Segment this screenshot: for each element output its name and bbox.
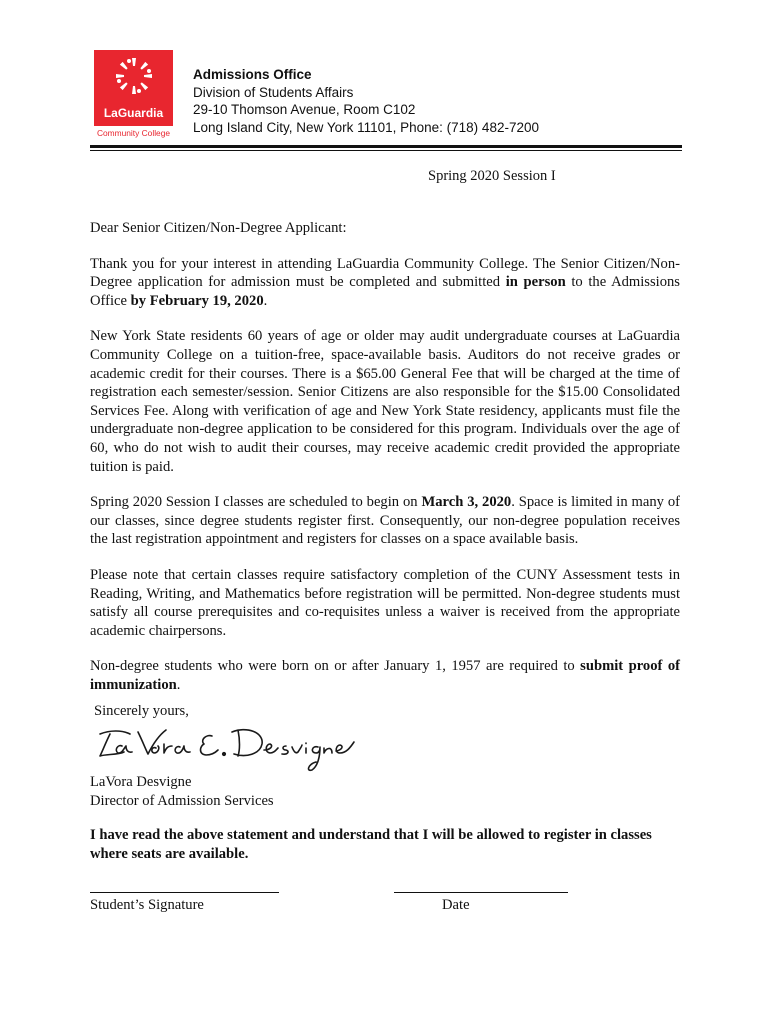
salutation: Dear Senior Citizen/Non-Degree Applicant: <box>90 220 347 236</box>
paragraph-assessment: Please note that certain classes require satisfactory completion of the CUNY Assessment tests in Reading, Writing, and Mathematics before registration will be permitted. Non-degree students must satisfy all course prerequisites and co-requisites unless a waiver is received from the appropriate academic chairpersons. <box>90 566 680 639</box>
signer-name: LaVora Desvigne <box>90 774 192 790</box>
p3-text-a: Spring 2020 Session I classes are scheduled to begin on <box>90 494 422 511</box>
p5-immunization: submit proof of immunization <box>90 658 680 693</box>
header-rule-thick <box>90 145 682 148</box>
division-name: Division of Students Affairs <box>193 84 354 100</box>
p1-text-a: Thank you for your interest in attending LaGuardia Community College. The Senior Citizen/Non-Degree application for admission must be completed and submitted <box>90 255 680 291</box>
acknowledgement-statement: I have read the above statement and understand that I will be allowed to register in classes where seats are available. <box>90 827 652 862</box>
address-block <box>193 66 539 136</box>
p1-emphasis-in-person: in person <box>505 274 566 291</box>
signer-title: Director of Admission Services <box>90 793 274 809</box>
college-logo <box>94 50 173 138</box>
signer-block <box>90 773 274 811</box>
p1-text-e: . <box>263 292 268 309</box>
handwritten-signature <box>96 722 356 779</box>
letter-body <box>90 219 680 711</box>
student-signature-line[interactable] <box>90 892 279 893</box>
session-label: Spring 2020 Session I <box>428 168 556 184</box>
logo-name: LaGuardia <box>103 106 164 120</box>
student-signature-label: Student’s Signature <box>90 897 204 913</box>
p1-deadline: by February 19, 2020 <box>130 292 264 309</box>
date-label: Date <box>442 897 470 913</box>
date-line[interactable] <box>394 892 568 893</box>
paragraph-immunization <box>90 657 680 694</box>
paragraph-application <box>90 255 680 311</box>
p3-start-date: March 3, 2020 <box>421 494 512 511</box>
paragraph-residents: New York State residents 60 years of age or older may audit undergraduate courses at LaGuardia Community College on a tuition-free, space-available basis. Auditors do not receive grades or academic credit for their courses. There is a $65.00 General Fee that will be charged at the time of registration each semester/session. Senior Citizens are also responsible for the $15.00 Consolidated Services Fee. Along with verification of age and New York State residency, applicants must file the undergraduate non-degree application to be considered for this program. Individuals over the age of 60, who do not wish to audit their courses, may receive academic credit provided the appropriate tuition is paid. <box>90 328 680 475</box>
p5-text-c: . <box>176 676 181 693</box>
street-address: 29-10 Thomson Avenue, Room C102 <box>193 102 416 117</box>
logo-subtitle: Community College <box>96 128 171 138</box>
star-burst-icon <box>112 56 156 100</box>
closing: Sincerely yours, <box>94 703 189 719</box>
p5-text-a: Non-degree students who were born on or after January 1, 1957 are required to <box>90 658 581 675</box>
p3-text-c: . Space is limited in many of our classes, since degree students register first. Consequently, our non-degree population receives the last registration appointment and registers for classes on a space available basis. <box>90 494 680 548</box>
header-rule-thin <box>90 150 682 151</box>
logo-box <box>94 50 173 126</box>
p1-text-c: to the Admissions Office <box>90 274 680 309</box>
office-name: Admissions Office <box>193 67 312 82</box>
city-phone: Long Island City, New York 11101, Phone: (718) 482-7200 <box>193 119 539 135</box>
paragraph-schedule <box>90 493 680 549</box>
